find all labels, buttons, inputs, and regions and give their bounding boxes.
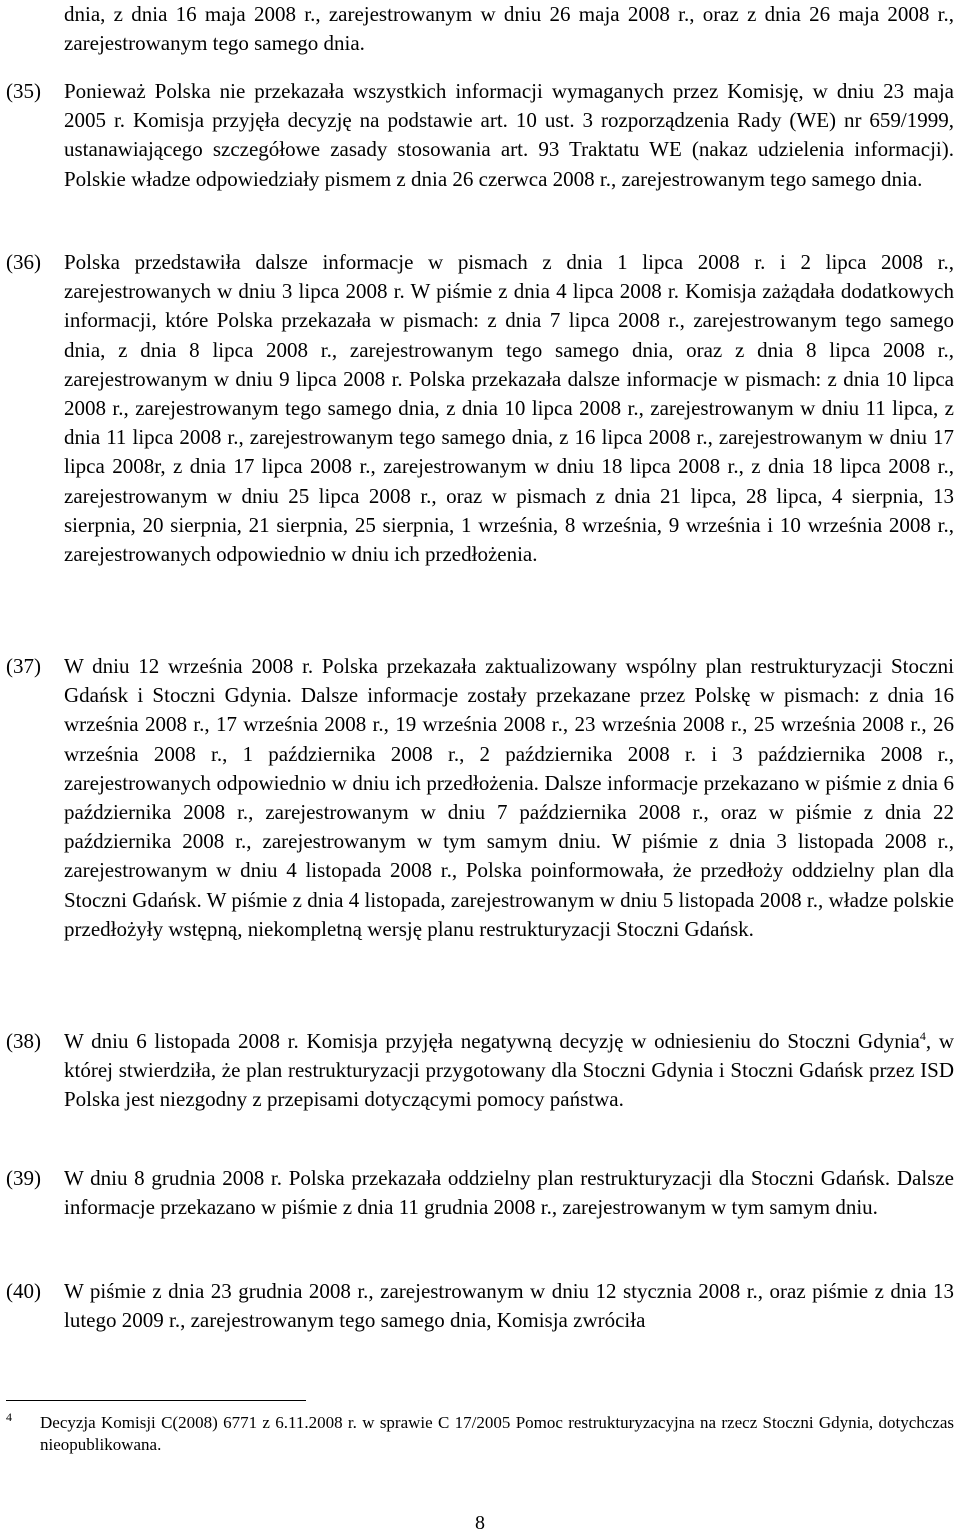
paragraph-number: (39) [6, 1166, 41, 1190]
paragraph-text [64, 1027, 954, 1115]
page-number: 8 [475, 1512, 485, 1534]
paragraph-38 [6, 1027, 954, 1115]
paragraph-37 [6, 652, 954, 944]
paragraph-number: (37) [6, 654, 41, 678]
paragraph-text-before: W dniu 6 listopada 2008 r. Komisja przyjęła negatywną decyzję w odniesieniu do Stoczni Gdynia [64, 1029, 920, 1053]
paragraph-text: W dniu 8 grudnia 2008 r. Polska przekazała oddzielny plan restrukturyzacji dla Stoczni Gdańsk. Dalsze informacje przekazano w piśmie z dnia 11 grudnia 2008 r., zarejestrowanym w tym samym dniu. [64, 1166, 954, 1220]
paragraph-number: (35) [6, 79, 41, 103]
paragraph-number: (36) [6, 250, 41, 274]
footnote [6, 1412, 954, 1456]
continuation-paragraph: dnia, z dnia 16 maja 2008 r., zarejestrowanym w dniu 26 maja 2008 r., oraz z dnia 26 maja 2008 r., zarejestrowanym tego samego dnia. [64, 2, 954, 56]
paragraph-35 [6, 77, 954, 194]
paragraph-text-after: , w której stwierdziła, że plan restrukturyzacji przygotowany dla Stoczni Gdynia i Stoczni Gdańsk przez ISD Polska jest niezgodny z przepisami dotyczącymi pomocy państwa. [64, 1029, 954, 1112]
footnote-text: Decyzja Komisji C(2008) 6771 z 6.11.2008 r. w sprawie C 17/2005 Pomoc restrukturyzacyjna na rzecz Stoczni Gdynia, dotychczas nieopublikowana. [40, 1413, 954, 1454]
footnote-reference[interactable]: 4 [919, 1029, 926, 1043]
footnote-separator [6, 1400, 306, 1401]
paragraph-39 [6, 1164, 954, 1222]
paragraph-number: (38) [6, 1029, 41, 1053]
paragraph-text: W dniu 12 września 2008 r. Polska przekazała zaktualizowany wspólny plan restrukturyzacji Stoczni Gdańsk i Stoczni Gdynia. Dalsze informacje zostały przekazane przez Polskę w pismach: z dnia 16 września 2008 r., 17 września 2008 r., 19 września 2008 r., 23 września 2008 r., 25 września 2008 r., 26 września 2008 r., 1 października 2008 r., 2 października 2008 r. i 3 października 2008 r., zarejestrowanych odpowiednio w dniu ich przedłożenia. Dalsze informacje przekazano w piśmie z dnia 6 października 2008 r., zarejestrowanym w dniu 7 października 2008 r., oraz w piśmie z dnia 22 października 2008 r., zarejestrowanym w tym samym dniu. W piśmie z dnia 3 listopada 2008 r., zarejestrowanym w dniu 4 listopada 2008 r., Polska poinformowała, że przedłoży oddzielny plan dla Stoczni Gdańsk. W piśmie z dnia 4 listopada, zarejestrowanym w dniu 5 listopada 2008 r., władze polskie przedłożyły wstępną, niekompletną wersję planu restrukturyzacji Stoczni Gdańsk. [64, 654, 954, 941]
paragraph-text: W piśmie z dnia 23 grudnia 2008 r., zarejestrowanym w dniu 12 stycznia 2008 r., oraz piśmie z dnia 13 lutego 2009 r., zarejestrowanym tego samego dnia, Komisja zwróciła [64, 1279, 954, 1333]
paragraph-text: Ponieważ Polska nie przekazała wszystkich informacji wymaganych przez Komisję, w dniu 23 maja 2005 r. Komisja przyjęła decyzję na podstawie art. 10 ust. 3 rozporządzenia Rady (WE) nr 659/1999, ustanawiającego szczegółowe zasady stosowania art. 93 Traktatu WE (nakaz udzielenia informacji). Polskie władze odpowiedziały pismem z dnia 26 czerwca 2008 r., zarejestrowanym tego samego dnia. [64, 79, 954, 191]
footnote-mark: 4 [6, 1410, 12, 1424]
paragraph-36 [6, 248, 954, 569]
paragraph-40 [6, 1277, 954, 1335]
paragraph-text: Polska przedstawiła dalsze informacje w pismach z dnia 1 lipca 2008 r. i 2 lipca 2008 r., zarejestrowanych w dniu 3 lipca 2008 r. W piśmie z dnia 4 lipca 2008 r. Komisja zażądała dodatkowych informacji, które Polska przekazała w pismach: z dnia 7 lipca 2008 r., zarejestrowanym tego samego dnia, z dnia 8 lipca 2008 r., zarejestrowanym tego samego dnia, oraz z dnia 8 lipca 2008 r., zarejestrowanym w dniu 9 lipca 2008 r. Polska przekazała dalsze informacje w pismach: z dnia 10 lipca 2008 r., zarejestrowanym tego samego dnia, z dnia 10 lipca 2008 r., zarejestrowanym w dniu 11 lipca, z dnia 11 lipca 2008 r., zarejestrowanym tego samego dnia, z 16 lipca 2008 r., zarejestrowanym w dniu 17 lipca 2008r, z dnia 17 lipca 2008 r., zarejestrowanym w dniu 18 lipca 2008 r., z dnia 18 lipca 2008 r., zarejestrowanym w dniu 25 lipca 2008 r., oraz w pismach z dnia 21 lipca, 28 lipca, 4 sierpnia, 13 sierpnia, 20 sierpnia, 21 sierpnia, 25 sierpnia, 1 września, 8 września, 9 września i 10 września 2008 r., zarejestrowanych odpowiednio w dniu ich przedłożenia. [64, 250, 954, 567]
paragraph-number: (40) [6, 1279, 41, 1303]
